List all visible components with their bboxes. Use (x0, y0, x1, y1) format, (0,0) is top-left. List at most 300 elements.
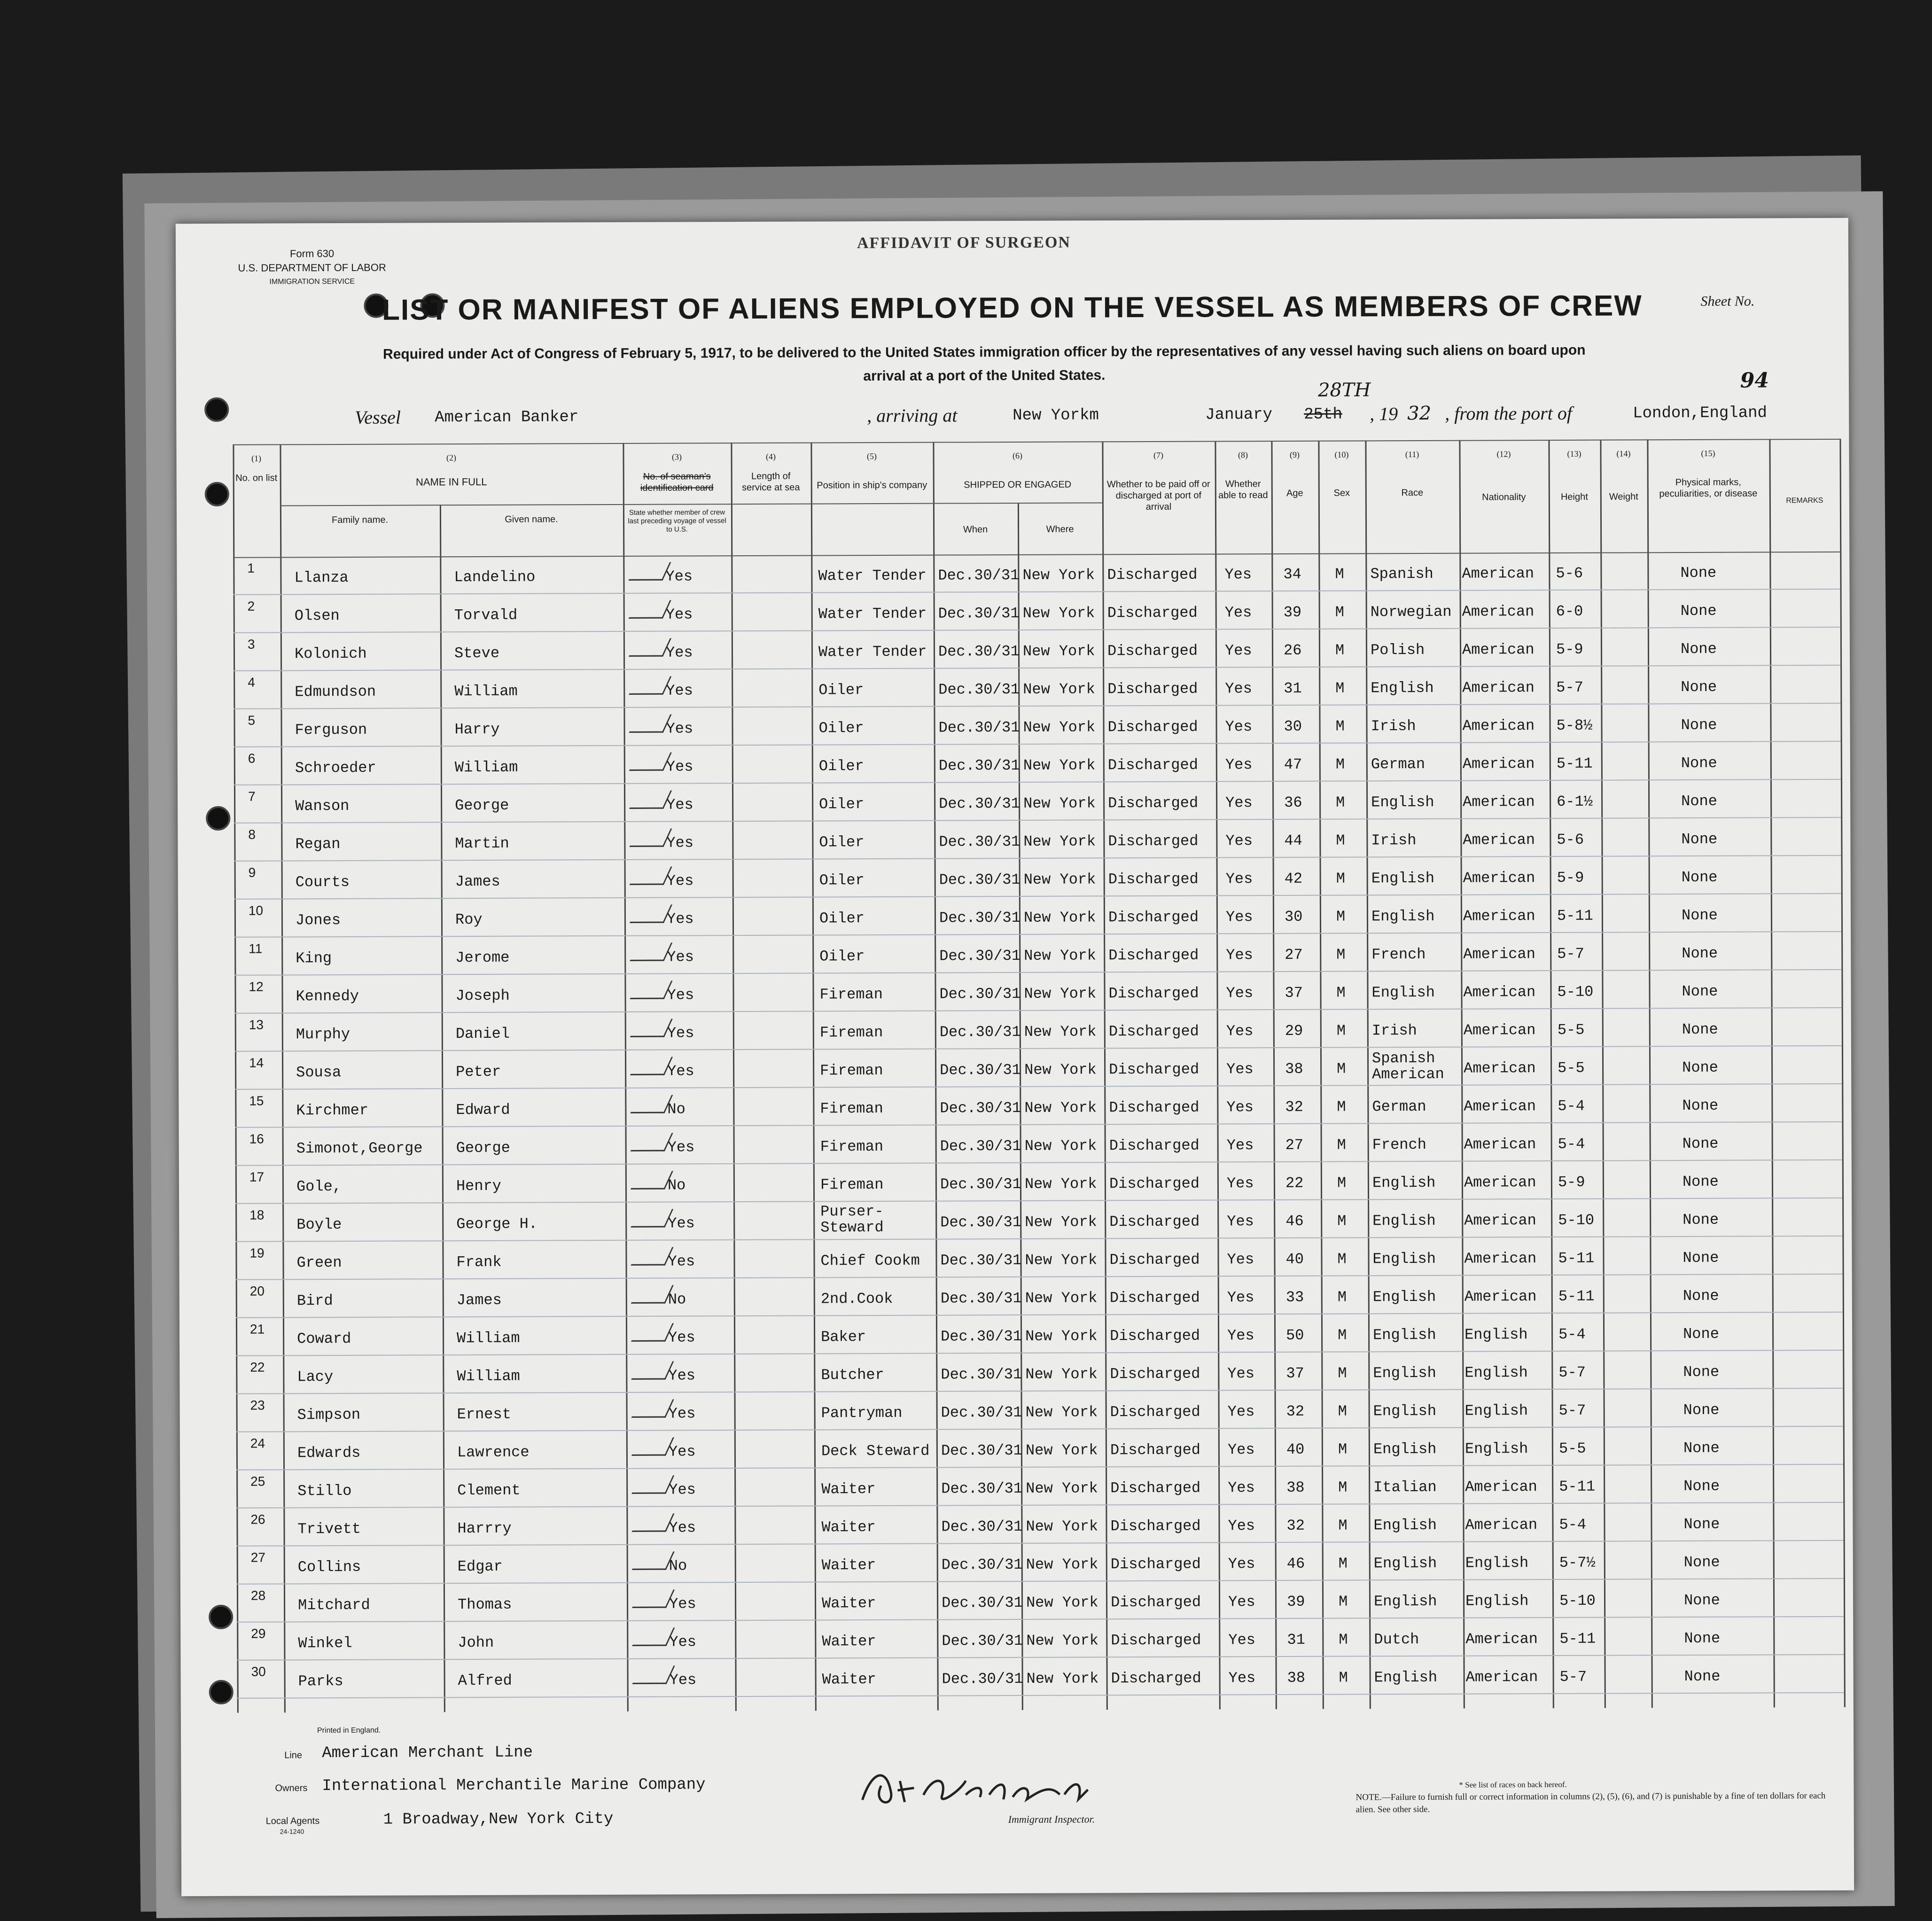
age-cell: 31 (1287, 1631, 1305, 1649)
check-mark (630, 867, 672, 885)
shipped-where-cell: New York (1023, 718, 1096, 736)
shipped-when-cell: Dec.30/31 (941, 1327, 1022, 1345)
agents-code: 24-1240 (280, 1828, 304, 1835)
given-name-cell: Jerome (455, 949, 510, 967)
colnum-6: (6) (1012, 451, 1023, 461)
given-name-cell: Daniel (455, 1025, 510, 1043)
family-name-cell: Kennedy (296, 987, 359, 1005)
previous-voyage-cell: Yes (669, 1481, 696, 1499)
position-cell: Oiler (819, 910, 865, 927)
able-to-read-cell: Yes (1224, 566, 1252, 583)
given-name-cell: John (458, 1633, 494, 1652)
previous-voyage-cell: Yes (665, 568, 693, 585)
shipped-when-cell: Dec.30/31 (939, 832, 1021, 851)
table-row (236, 1427, 1843, 1470)
physical-marks-cell: None (1683, 1591, 1720, 1610)
able-to-read-cell: Yes (1228, 1517, 1255, 1535)
position-cell: Deck Steward (821, 1442, 930, 1460)
previous-voyage-cell: No (669, 1557, 687, 1575)
row-number: 5 (248, 713, 256, 728)
row-number: 9 (248, 865, 256, 880)
row-number: 17 (249, 1169, 265, 1184)
crew-table (233, 439, 1844, 1713)
race-cell: English (1371, 793, 1434, 811)
height-cell: 5-9 (1556, 640, 1583, 658)
race-cell: English (1372, 1250, 1436, 1268)
header-given-name: Given name. (505, 514, 558, 525)
row-number: 4 (248, 675, 255, 690)
family-name-cell: Regan (295, 835, 341, 853)
position-cell: Oiler (818, 681, 864, 699)
row-number: 13 (249, 1017, 264, 1032)
paid-off-cell: Discharged (1110, 1479, 1201, 1497)
physical-marks-cell: None (1680, 564, 1717, 582)
check-mark (632, 1628, 675, 1646)
height-cell: 5-5 (1557, 1021, 1585, 1039)
colnum-5: (5) (866, 451, 877, 461)
physical-marks-cell: None (1681, 906, 1718, 925)
position-cell: Baker (821, 1328, 866, 1346)
height-cell: 5-11 (1559, 1478, 1596, 1495)
line-value: American Merchant Line (322, 1743, 533, 1763)
race-cell: English (1373, 1326, 1436, 1344)
row-number: 11 (249, 941, 263, 956)
race-cell: Norwegian (1370, 603, 1452, 621)
shipped-where-cell: New York (1025, 1251, 1098, 1269)
given-name-cell: Lawrence (457, 1443, 530, 1462)
row-number: 16 (249, 1131, 264, 1146)
able-to-read-cell: Yes (1225, 832, 1253, 850)
height-cell: 5-11 (1556, 754, 1593, 772)
sex-cell: M (1336, 984, 1346, 1002)
table-row (236, 1389, 1843, 1432)
table-row (236, 1351, 1843, 1394)
sex-cell: M (1338, 1517, 1348, 1534)
race-cell: English (1372, 1212, 1436, 1230)
table-row (234, 666, 1840, 709)
table-row (234, 628, 1840, 671)
colnum-9: (9) (1289, 450, 1300, 459)
vessel-label: Vessel (355, 406, 401, 428)
sex-cell: M (1337, 1212, 1347, 1230)
paid-off-cell: Discharged (1110, 1327, 1200, 1345)
header-nationality: Nationality (1482, 492, 1526, 503)
shipped-where-cell: New York (1025, 1213, 1097, 1231)
row-number: 27 (250, 1550, 265, 1565)
given-name-cell: Roy (455, 910, 483, 929)
previous-voyage-cell: Yes (667, 948, 694, 966)
family-name-cell: Green (296, 1254, 342, 1272)
sex-cell: M (1336, 908, 1346, 926)
shipped-where-cell: New York (1026, 1555, 1098, 1573)
previous-voyage-cell: Yes (665, 606, 693, 623)
header-shipped-engaged: SHIPPED OR ENGAGED (964, 479, 1072, 490)
sex-cell: M (1338, 1478, 1348, 1496)
given-name-cell: Alfred (458, 1672, 512, 1690)
department-name: U.S. DEPARTMENT OF LABOR (238, 261, 386, 274)
punch-hole (209, 1605, 233, 1629)
physical-marks-cell: None (1681, 754, 1717, 772)
age-cell: 50 (1286, 1326, 1304, 1344)
sex-cell: M (1338, 1555, 1348, 1572)
service-name: IMMIGRATION SERVICE (269, 277, 355, 286)
shipped-where-cell: New York (1026, 1594, 1098, 1611)
nationality-cell: English (1465, 1326, 1528, 1344)
header-when: When (963, 524, 988, 535)
family-name-cell: Ferguson (295, 721, 367, 739)
sex-cell: M (1339, 1631, 1348, 1649)
previous-voyage-cell: No (668, 1291, 686, 1308)
family-name-cell: Sousa (296, 1064, 342, 1081)
header-previous-voyage: State whether member of crew last preceding voyage of vessel to U.S. (628, 508, 726, 534)
age-cell: 26 (1283, 641, 1302, 659)
paid-off-cell: Discharged (1107, 642, 1198, 660)
row-number: 23 (250, 1398, 265, 1413)
shipped-when-cell: Dec.30/31 (941, 1594, 1023, 1612)
header-where: Where (1046, 524, 1074, 535)
position-cell: Fireman (820, 1137, 884, 1156)
shipped-where-cell: New York (1023, 756, 1096, 774)
given-name-cell: Harry (454, 720, 500, 739)
family-name-cell: Kolonich (294, 645, 367, 663)
table-row (236, 1313, 1843, 1356)
age-cell: 36 (1284, 793, 1302, 811)
sex-cell: M (1336, 870, 1345, 887)
able-to-read-cell: Yes (1227, 1403, 1255, 1421)
height-cell: 5-5 (1558, 1439, 1586, 1457)
shipped-when-cell: Dec.30/31 (941, 1365, 1022, 1384)
age-cell: 44 (1284, 832, 1302, 849)
able-to-read-cell: Yes (1225, 756, 1253, 774)
position-cell: Oiler (818, 719, 864, 737)
age-cell: 40 (1285, 1250, 1304, 1268)
row-number: 8 (248, 827, 256, 842)
shipped-when-cell: Dec.30/31 (939, 871, 1021, 889)
punch-hole (206, 806, 230, 831)
height-cell: 5-4 (1558, 1325, 1586, 1343)
given-name-cell: James (456, 1291, 502, 1309)
paid-off-cell: Discharged (1108, 1022, 1199, 1041)
physical-marks-cell: None (1683, 1325, 1719, 1343)
table-row (234, 856, 1841, 900)
previous-voyage-cell: Yes (669, 1671, 697, 1689)
able-to-read-cell: Yes (1228, 1555, 1255, 1573)
nationality-cell: American (1464, 1135, 1536, 1153)
height-cell: 5-11 (1558, 1287, 1595, 1305)
age-cell: 42 (1284, 870, 1303, 887)
able-to-read-cell: Yes (1228, 1593, 1255, 1611)
header-weight: Weight (1609, 491, 1638, 502)
race-cell: English (1371, 679, 1434, 697)
race-cell: French (1372, 1135, 1426, 1154)
given-name-cell: George (456, 1139, 510, 1157)
race-cell: English (1374, 1668, 1438, 1687)
sex-cell: M (1335, 679, 1345, 697)
row-number: 28 (250, 1588, 266, 1603)
position-cell: Fireman (819, 1023, 883, 1042)
sex-cell: M (1337, 1174, 1347, 1192)
table-row (235, 1160, 1842, 1204)
check-mark (629, 715, 671, 733)
table-row (235, 1084, 1842, 1128)
paid-off-cell: Discharged (1109, 1060, 1200, 1079)
shipped-where-cell: New York (1023, 832, 1096, 850)
position-cell: Butcher (821, 1366, 884, 1384)
age-cell: 34 (1283, 565, 1301, 583)
paid-off-cell: Discharged (1111, 1631, 1201, 1649)
race-cell: English (1371, 983, 1435, 1002)
physical-marks-cell: None (1683, 1211, 1719, 1229)
nationality-cell: American (1462, 679, 1535, 697)
nationality-cell: American (1464, 1250, 1537, 1268)
age-cell: 38 (1287, 1669, 1306, 1687)
position-cell: Fireman (820, 1175, 884, 1194)
sex-cell: M (1337, 1250, 1347, 1268)
row-number: 25 (250, 1474, 265, 1489)
able-to-read-cell: Yes (1226, 1022, 1254, 1040)
check-mark (632, 1666, 675, 1684)
shipped-when-cell: Dec.30/31 (940, 1137, 1021, 1155)
colnum-13: (13) (1567, 449, 1581, 459)
paid-off-cell: Discharged (1107, 718, 1198, 736)
family-name-cell: Olsen (294, 607, 340, 625)
previous-voyage-cell: No (667, 1176, 686, 1194)
family-name-cell: Parks (298, 1672, 343, 1690)
nationality-cell: American (1465, 1630, 1538, 1648)
height-cell: 5-7 (1558, 1363, 1586, 1381)
physical-marks-cell: None (1680, 640, 1717, 658)
shipped-when-cell: Dec.30/31 (939, 909, 1021, 927)
page-title: LIST OR MANIFEST OF ALIENS EMPLOYED ON THE VESSEL AS MEMBERS OF CREW (382, 289, 1643, 327)
given-name-cell: Torvald (454, 606, 518, 624)
family-name-cell: Boyle (296, 1216, 342, 1234)
previous-voyage-cell: No (667, 1100, 686, 1118)
paid-off-cell: Discharged (1109, 1251, 1200, 1269)
arrival-day-struck: 25th (1304, 405, 1342, 424)
shipped-when-cell: Dec.30/31 (939, 947, 1021, 965)
previous-voyage-cell: Yes (665, 644, 693, 661)
height-cell: 5-5 (1558, 1059, 1585, 1077)
check-mark (629, 829, 672, 847)
header-paid-off: Whether to be paid off or discharged at port of arrival (1106, 479, 1210, 513)
shipped-when-cell: Dec.30/31 (941, 1555, 1023, 1574)
table-row (237, 1655, 1844, 1699)
age-cell: 29 (1285, 1022, 1303, 1040)
able-to-read-cell: Yes (1225, 794, 1253, 812)
height-cell: 5-7 (1559, 1668, 1587, 1686)
paid-off-cell: Discharged (1107, 604, 1198, 622)
paid-off-cell: Discharged (1110, 1593, 1201, 1611)
nationality-cell: American (1463, 945, 1535, 963)
form-identifier (218, 247, 406, 289)
family-name-cell: Kirchmer (296, 1101, 369, 1120)
age-cell: 46 (1286, 1555, 1305, 1572)
header-rule (233, 439, 1839, 445)
nationality-cell: American (1462, 755, 1535, 773)
colnum-10: (10) (1334, 450, 1349, 459)
physical-marks-cell: None (1682, 944, 1718, 963)
sex-cell: M (1338, 1326, 1347, 1344)
height-cell: 5-11 (1558, 1249, 1595, 1267)
race-cell: Dutch (1374, 1631, 1419, 1649)
nationality-cell: American (1463, 983, 1536, 1001)
able-to-read-cell: Yes (1227, 1441, 1255, 1459)
given-name-cell: William (454, 682, 518, 700)
paid-off-cell: Discharged (1109, 1174, 1200, 1193)
given-name-cell: Joseph (455, 987, 510, 1005)
shipped-when-cell: Dec.30/31 (940, 1061, 1021, 1079)
family-name-cell: Collins (297, 1558, 361, 1576)
height-cell: 5-7½ (1559, 1554, 1596, 1571)
colnum-15: (15) (1701, 448, 1715, 458)
table-row (237, 1617, 1844, 1661)
given-name-cell: Thomas (457, 1595, 512, 1614)
table-row (236, 1275, 1843, 1318)
height-cell: 5-7 (1556, 678, 1583, 696)
race-cell: French (1371, 945, 1426, 964)
sex-cell: M (1337, 1288, 1347, 1306)
paid-off-cell: Discharged (1108, 794, 1199, 812)
year-prefix: , 19 (1370, 403, 1398, 425)
paid-off-cell: Discharged (1108, 946, 1199, 964)
position-cell: Fireman (820, 1099, 883, 1118)
nationality-cell: American (1462, 717, 1535, 735)
physical-marks-cell: None (1681, 716, 1717, 734)
able-to-read-cell: Yes (1226, 946, 1253, 964)
given-name-cell: Harrry (457, 1519, 512, 1538)
table-row (234, 894, 1841, 938)
shipped-where-cell: New York (1024, 1099, 1097, 1117)
shipped-when-cell: Dec.30/31 (939, 1023, 1021, 1041)
able-to-read-cell: Yes (1225, 870, 1253, 888)
table-row (235, 1046, 1842, 1090)
previous-voyage-cell: Yes (669, 1519, 696, 1537)
shipped-when-cell: Dec.30/31 (940, 1213, 1022, 1231)
race-cell: Italian (1373, 1478, 1437, 1496)
shipped-where-cell: New York (1025, 1327, 1098, 1345)
shipped-where-cell: New York (1026, 1479, 1098, 1497)
able-to-read-cell: Yes (1226, 1136, 1254, 1154)
position-cell: Waiter (822, 1671, 876, 1688)
check-mark (631, 1209, 673, 1228)
position-cell: Waiter (821, 1594, 876, 1612)
given-name-cell: William (457, 1329, 520, 1347)
table-row (233, 552, 1840, 595)
check-mark (630, 1057, 673, 1075)
physical-marks-cell: None (1683, 1287, 1719, 1305)
paid-off-cell: Discharged (1110, 1555, 1201, 1573)
shipped-when-cell: Dec.30/31 (941, 1403, 1022, 1422)
shipped-where-cell: New York (1025, 1441, 1098, 1459)
race-cell: English (1373, 1440, 1437, 1458)
race-cell: English (1373, 1364, 1436, 1382)
previous-voyage-cell: Yes (666, 796, 693, 814)
shipped-when-cell: Dec.30/31 (942, 1670, 1023, 1688)
paid-off-cell: Discharged (1108, 984, 1199, 1003)
sheet-number-label: Sheet No. (1700, 293, 1755, 309)
shipped-when-cell: Dec.30/31 (938, 642, 1020, 661)
check-mark (629, 638, 671, 657)
position-cell: Oiler (819, 871, 865, 889)
position-cell: Purser-Steward (820, 1202, 884, 1237)
position-cell: 2nd.Cook (820, 1290, 893, 1308)
family-name-cell: Edmundson (295, 683, 376, 701)
paid-off-cell: Discharged (1107, 756, 1198, 774)
check-mark (631, 1171, 673, 1190)
previous-voyage-cell: Yes (668, 1214, 695, 1232)
race-cell: English (1371, 907, 1435, 926)
age-cell: 39 (1286, 1593, 1305, 1610)
family-name-cell: Winkel (298, 1634, 352, 1652)
family-name-cell: Jones (295, 911, 341, 929)
race-cell: Spanish American (1371, 1049, 1444, 1083)
colnum-8: (8) (1238, 450, 1248, 460)
able-to-read-cell: Yes (1226, 984, 1254, 1002)
family-name-cell: Simpson (297, 1406, 361, 1424)
shipped-where-cell: New York (1024, 947, 1096, 964)
check-mark (631, 1247, 673, 1266)
previous-voyage-cell: Yes (666, 910, 694, 928)
given-name-cell: Peter (456, 1063, 501, 1081)
row-number: 7 (248, 789, 256, 804)
previous-voyage-cell: Yes (666, 682, 693, 700)
race-cell: German (1371, 755, 1426, 773)
sex-cell: M (1338, 1364, 1347, 1382)
check-mark (629, 753, 672, 771)
given-name-cell: Edgar (457, 1557, 503, 1576)
family-name-cell: Trivett (297, 1520, 361, 1538)
paid-off-cell: Discharged (1109, 1136, 1200, 1155)
shipped-where-cell: New York (1023, 794, 1096, 812)
shipped-when-cell: Dec.30/31 (938, 756, 1020, 775)
punch-hole (205, 482, 229, 506)
sex-cell: M (1338, 1593, 1348, 1610)
previous-voyage-cell: Yes (668, 1252, 695, 1270)
colnum-12: (12) (1496, 449, 1511, 459)
check-mark (629, 677, 671, 695)
height-cell: 5-9 (1557, 869, 1584, 887)
row-number: 18 (249, 1207, 265, 1222)
given-name-cell: Henry (456, 1177, 502, 1195)
table-row (234, 590, 1840, 633)
shipped-when-cell: Dec.30/31 (939, 794, 1021, 813)
arrival-month: January (1205, 406, 1273, 424)
header-remarks: REMARKS (1786, 496, 1823, 505)
shipped-where-cell: New York (1026, 1517, 1098, 1535)
nationality-cell: English (1465, 1440, 1528, 1458)
colnum-7: (7) (1153, 450, 1164, 460)
able-to-read-cell: Yes (1227, 1213, 1254, 1230)
race-cell: English (1373, 1554, 1437, 1572)
shipped-when-cell: Dec.30/31 (942, 1632, 1023, 1650)
nationality-cell: American (1464, 1212, 1536, 1229)
family-name-cell: King (296, 949, 332, 967)
sex-cell: M (1336, 1022, 1346, 1040)
shipped-where-cell: New York (1024, 985, 1097, 1003)
footnotes (1356, 1778, 1825, 1816)
able-to-read-cell: Yes (1224, 604, 1252, 622)
nationality-cell: American (1462, 565, 1535, 583)
form-number: Form 630 (289, 248, 335, 260)
sex-cell: M (1336, 832, 1345, 849)
colnum-14: (14) (1616, 449, 1631, 459)
able-to-read-cell: Yes (1225, 908, 1253, 926)
previous-voyage-cell: Yes (669, 1633, 697, 1651)
nationality-cell: American (1463, 1021, 1536, 1039)
owners-value: International Merchantile Marine Company (322, 1776, 706, 1796)
shipped-when-cell: Dec.30/31 (939, 985, 1021, 1003)
position-cell: Water Tender (818, 567, 927, 585)
